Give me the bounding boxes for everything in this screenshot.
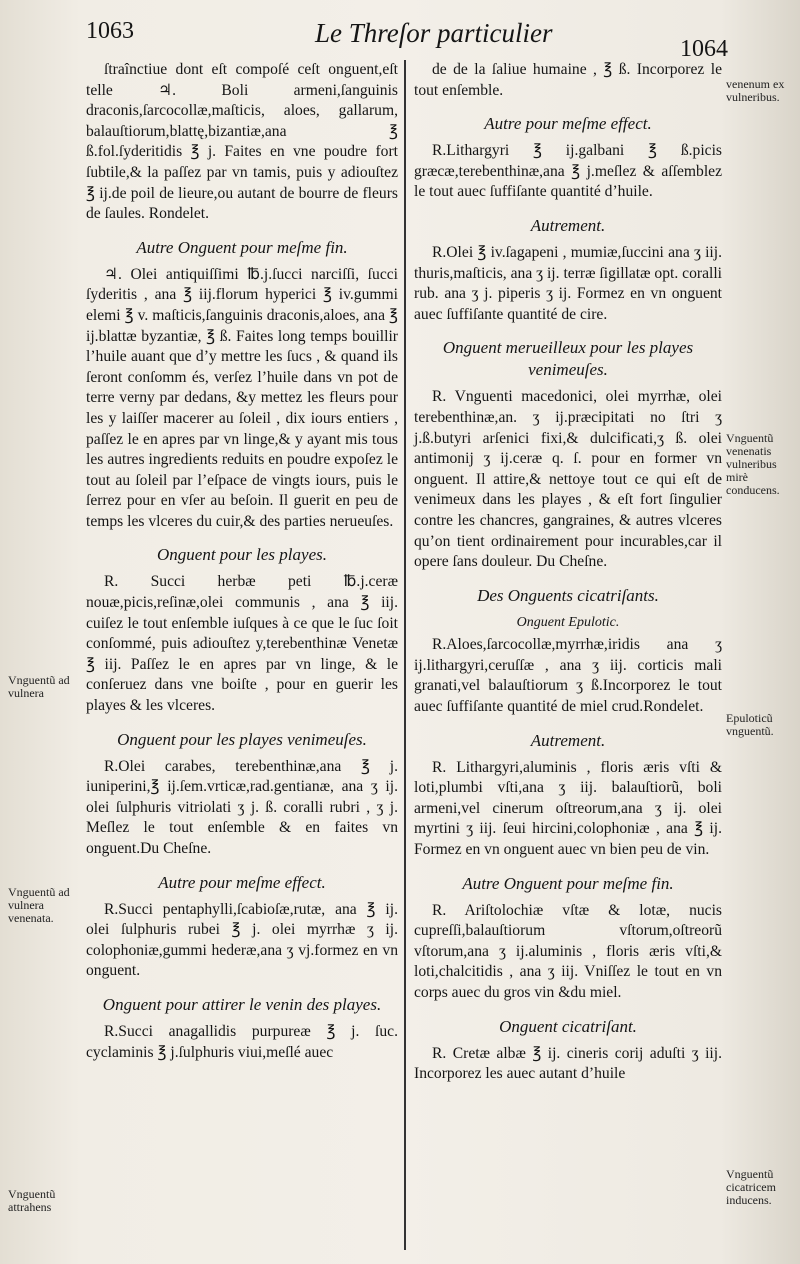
running-title: Le Threſor particulier [315, 18, 553, 48]
margin-note-left-2: Vnguentũ ad vulnera venenata. [8, 885, 70, 925]
right-column-heading: Onguent cicatriſant. [499, 1016, 637, 1036]
right-column-paragraph: R. Lithargyri,aluminis , floris æris vſti & loti,plumbi vſti,ana ʒ iij. balauſtiorũ, boli armeni,vel cinerum oſtreorum,ana ʒ ij. olei myrtini ʒ iij. ſeui hircini,colophoniæ , ana ℥ ij. Formez en vn onguent auec vn bien peu de vin. [414, 758, 722, 859]
left-column-paragraph: R.Succi pentaphylli,ſcabioſæ,rutæ, ana ℥ ij. olei ſulphuris rubei ℥ j. olei myrrhæ ʒ ij. colophoniæ,gummi hederæ,ana ʒ vj.formez en vn onguent. [86, 900, 398, 980]
right-column-paragraph: R. Ariſtolochiæ vſtæ & lotæ, nucis cupreſſi,balauſtiorum vſtorum,oſtreorũ vſtorum,ana ʒ ij.aluminis , floris æris vſti,& loti,chalcitidis , ana ʒ iij. Vniſſez le tout en vn corps auec du gros vin &du miel. [414, 901, 722, 1001]
right-column-paragraph: R.Olei ℥ iv.ſagapeni , mumiæ,ſuccini ana ʒ iij. thuris,maſticis, ana ʒ ij. terræ ſigillatæ opt. coralli rub. ana ʒ j. piperis ʒ ij. Formez en vn onguent auec ſuffiſante quantité de cire. [414, 243, 722, 323]
left-column-paragraph: ſtraînctiue dont eſt compoſé ceſt onguent,eſt telle ♃. Boli armeni,ſanguinis draconis,ſarcocollæ,maſticis, aloes, gallarum, balauſtiorum,blattę,bizantiæ,ana ℥ ß.fol.ſyderitidis ℥ j. Faites en vne poudre fort ſubtile,& la paſſez par vn tamis, puis y adiouſtez ℥ ij.de poil de lieure,ou autant de bourre de fleurs de ſaules. Rondelet. [86, 61, 398, 223]
page-header [0, 0, 800, 62]
right-column-heading: Autrement. [530, 215, 606, 235]
right-column-heading: Autrement. [530, 730, 606, 750]
left-column-paragraph: R. Succi herbæ peti ℔.j.ceræ nouæ,picis,reſinæ,olei communis , ana ℥ iij. cuiſez le tout enſemble iuſques à ce que le ſuc ſoit conſommé, puis adiouſtez y,terebenthinæ Venetæ ℥ iij. Paſſez le en apres par vn linge, & le conſeruez dans vne boiſte , pour en guerir les playes & les vlceres. [86, 573, 398, 715]
left-column-heading: Onguent pour les playes venimeuſes. [117, 729, 367, 749]
left-column [86, 60, 398, 1063]
left-column-heading: Autre Onguent pour meſme fin. [136, 237, 348, 257]
right-column-paragraph: R.Aloes,ſarcocollæ,myrrhæ,iridis ana ʒ ij.lithargyri,ceruſſæ , ana ʒ iij. corticis mali granati,vel balauſtiorum ʒ ß.Incorporez le tout auec ſuffiſante quantité de miel crud.Rondelet. [414, 636, 722, 716]
page-number-left: 1063 [86, 18, 134, 44]
right-column-heading: Des Onguents cicatriſants. [477, 585, 659, 605]
left-column-heading: Onguent pour les playes. [157, 545, 327, 565]
left-column-paragraph: R.Succi anagallidis purpureæ ℥ j. ſuc. cyclaminis ℥ j.ſulphuris viui,meſlé auec [86, 1022, 398, 1061]
left-column-paragraph: ♃. Olei antiquiſſimi ℔.j.ſucci narciſſi, ſucci ſyderitis , ana ℥ iij.florum hyperici ℥ iv.gummi elemi ℥ v. maſticis,ſanguinis draconis,aloes, ana ℥ ij.blattæ byzantiæ, ℥ ß. Faites long temps bouillir l’huile auant que d’y mettre les ſucs , & quand ils ſeront conſomm és, verſez l’huile dans vn pot de terre verny par dedans, &y mettez les fleurs pour les y laiſſer macerer au ſoleil , dix iours entiers , paſſez le en apres par vn linge,& y ayant mis tous les autres ingredients reduits en poudre expoſez le tout au ſoleil par l’eſpace de vingts iours, puis le ſerrez pour en vſer au beſoin. Il guerit en peu de temps les vlceres du cuir,& des parties nerueuſes. [86, 265, 398, 530]
right-column-paragraph: de de la ſaliue humaine , ℥ ß. Incorporez le tout enſemble. [414, 61, 722, 99]
column-divider [404, 60, 406, 1250]
left-column-paragraph: R.Olei carabes, terebenthinæ,ana ℥ j. iuniperini,℥ ij.ſem.vrticæ,rad.gentianæ, ana ʒ ij. olei ſulphuris vitriolati ʒ j. ß. coralli rubri , ʒ j. Meſlez le tout enſemble & en faites vn onguent.Du Cheſne. [86, 757, 398, 857]
margin-note-right-2: Vnguentũ venenatis vulneribus mirè conducens. [726, 431, 780, 497]
margin-note-right-4: Vnguentũ cicatricem inducens. [726, 1167, 776, 1207]
right-column-heading: Autre Onguent pour meſme fin. [462, 873, 674, 893]
right-column-paragraph: R.Lithargyri ℥ ij.galbani ℥ ß.picis græcæ,terebenthinæ,ana ℥ j.meſlez & aſſemblez le tout auec ſuffiſante quantité d’huile. [414, 142, 722, 201]
right-column-paragraph: R. Cretæ albæ ℥ ij. cineris corij aduſti ʒ iij. Incorporez les auec autant d’huile [414, 1044, 722, 1083]
margin-note-left-3: Vnguentũ attrahens [8, 1187, 56, 1214]
left-column-heading: Autre pour meſme effect. [158, 872, 326, 892]
right-column-subheading: Onguent Epulotic. [516, 614, 620, 630]
margin-note-left-1: Vnguentũ ad vulnera [8, 673, 70, 700]
margin-note-right-3: Epuloticũ vnguentũ. [726, 711, 774, 738]
right-column-paragraph: R. Vnguenti macedonici, olei myrrhæ, olei terebenthinæ,an. ʒ ij.præcipitati no ſtri ʒ j.ß.butyri arſenici fixi,& dulcificati,ʒ ß. olei antimonij ʒ ij.ceræ q. ſ. pour en former vn onguent. Il attire,& nettoye tout ce qui eſt de venimeux dans les playes , & eſt fort ſingulier contre les chancres, gangraines, & autres vlceres qu’on tient ordinairement pour incurables,car il opere ſans douleur. Du Cheſne. [414, 388, 722, 571]
right-column-heading: Autre pour meſme effect. [484, 114, 652, 134]
margin-note-right-1: venenum ex vulneribus. [726, 77, 785, 104]
right-column [414, 60, 722, 1085]
page-number-right: 1064 [680, 36, 728, 62]
left-column-heading: Onguent pour attirer le venin des playes. [102, 994, 382, 1014]
right-column-heading: Onguent merueilleux pour les playes venimeuſes. [442, 338, 694, 380]
